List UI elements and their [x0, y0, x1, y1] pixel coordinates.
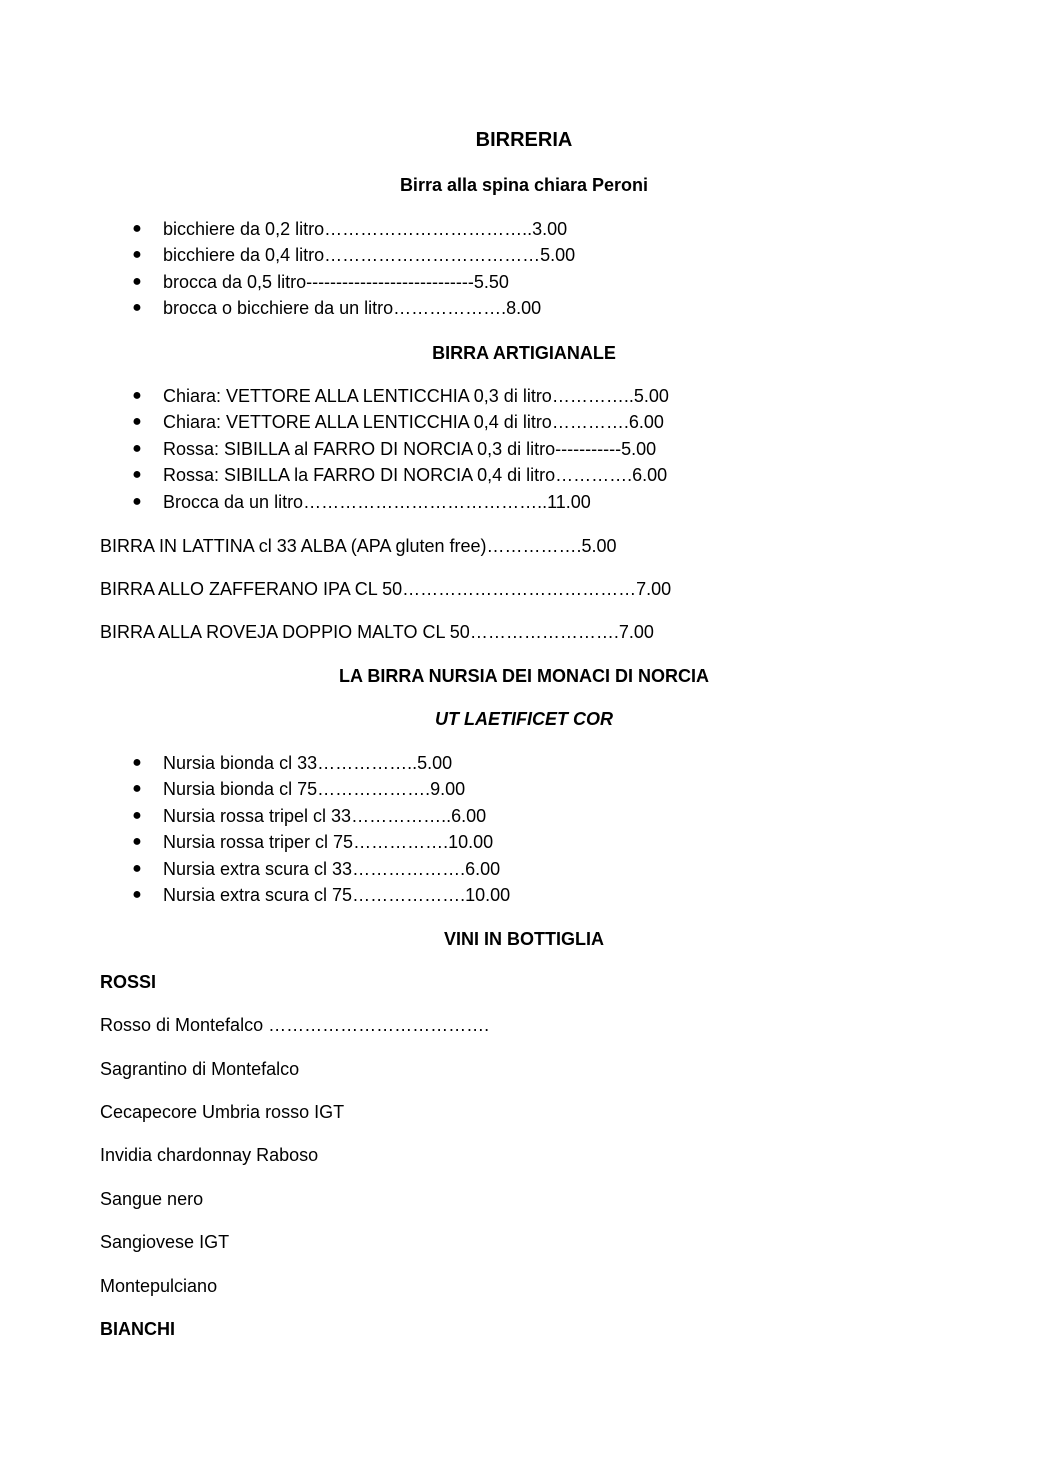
nursia-heading: LA BIRRA NURSIA DEI MONACI DI NORCIA [339, 666, 709, 686]
list-item: ● Nursia rossa triper cl 75…………….10.00 [0, 829, 510, 855]
list-item: ● Chiara: VETTORE ALLA LENTICCHIA 0,3 di litro…………..5.00 [0, 383, 669, 409]
wine-item: Rosso di Montefalco ………………………………. [100, 1015, 490, 1035]
can-beer-line: BIRRA IN LATTINA cl 33 ALBA (APA gluten free)…………….5.00 [100, 536, 617, 556]
bullet-icon: ● [132, 466, 142, 484]
draft-beer-heading: Birra alla spina chiara Peroni [399, 175, 649, 195]
bullet-icon: ● [132, 220, 142, 237]
wine-item: Cecapecore Umbria rosso IGT [100, 1102, 345, 1122]
list-item: ● Rossa: SIBILLA al FARRO DI NORCIA 0,3 di litro-----------5.00 [0, 436, 669, 462]
wine-item: Sangue nero [100, 1189, 204, 1209]
list-item: ● Nursia bionda cl 33……………..5.00 [0, 750, 510, 776]
bullet-icon: ● [132, 885, 142, 903]
list-item: ● brocca o bicchiere da un litro……………….8.00 [0, 295, 575, 321]
page-title: BIRRERIA [475, 129, 573, 151]
list-item: ● Nursia bionda cl 75……………….9.00 [0, 776, 510, 802]
saffron-beer-line: BIRRA ALLO ZAFFERANO IPA CL 50…………………………………7.00 [100, 579, 672, 599]
bullet-icon: ● [132, 299, 142, 317]
list-item: ● bicchiere da 0,2 litro……………………………..3.00 [0, 216, 575, 242]
bullet-icon: ● [132, 439, 142, 457]
craft-beer-list [0, 383, 669, 515]
list-item: ● Nursia extra scura cl 75……………….10.00 [0, 882, 510, 908]
bullet-icon: ● [132, 492, 142, 510]
whites-label: BIANCHI [100, 1319, 175, 1339]
roveja-beer-line: BIRRA ALLA ROVEJA DOPPIO MALTO CL 50…………………….7.00 [100, 622, 654, 642]
wine-item: Invidia chardonnay Raboso [100, 1145, 319, 1165]
bullet-icon: ● [132, 859, 142, 877]
wines-heading: VINI IN BOTTIGLIA [444, 929, 604, 949]
bullet-icon: ● [132, 754, 142, 771]
craft-beer-heading: BIRRA ARTIGIANALE [432, 343, 616, 363]
list-item: ● Nursia extra scura cl 33……………….6.00 [0, 856, 510, 882]
reds-label: ROSSI [100, 972, 157, 992]
bullet-icon: ● [132, 806, 142, 824]
draft-beer-list [0, 216, 575, 322]
nursia-list [0, 750, 510, 908]
list-item: ● Chiara: VETTORE ALLA LENTICCHIA 0,4 di litro………….6.00 [0, 409, 669, 435]
list-item: ● Nursia rossa tripel cl 33……………..6.00 [0, 803, 510, 829]
wine-item: Montepulciano [100, 1276, 218, 1296]
bullet-icon: ● [132, 272, 142, 290]
list-item: ● Brocca da un litro…………………………………..11.00 [0, 489, 669, 515]
bullet-icon: ● [132, 413, 142, 431]
bullet-icon: ● [132, 833, 142, 851]
wine-item: Sagrantino di Montefalco [100, 1059, 300, 1079]
list-item: ● bicchiere da 0,4 litro………………………………5.00 [0, 242, 575, 268]
list-item: ● brocca da 0,5 litro----------------------------5.50 [0, 269, 575, 295]
list-item: ● Rossa: SIBILLA la FARRO DI NORCIA 0,4 di litro………….6.00 [0, 462, 669, 488]
bullet-icon: ● [132, 780, 142, 798]
nursia-motto: UT LAETIFICET COR [435, 709, 613, 729]
bullet-icon: ● [132, 246, 142, 264]
bullet-icon: ● [132, 387, 142, 404]
wine-item: Sangiovese IGT [100, 1232, 230, 1252]
